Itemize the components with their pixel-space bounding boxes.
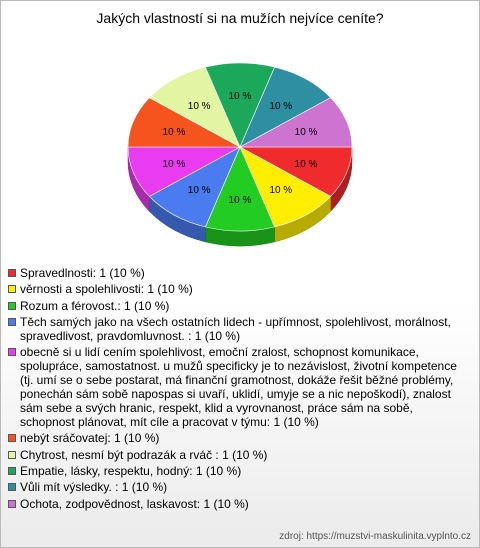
- pie-slice-label-5: 10 %: [162, 159, 186, 171]
- pie-slice-label-1: 10 %: [294, 159, 318, 171]
- legend-label-3: Rozum a férovost.: 1 (10 %): [20, 298, 170, 313]
- legend-label-4: Těch samých jako na všech ostatních lidech - upřímnost, spolehlivost, morálnost, spravedlivost, pravdomluvnost. : 1 (10 %): [20, 314, 451, 343]
- pie-slice-label-10: 10 %: [294, 126, 318, 138]
- legend-item-2: [8, 282, 470, 296]
- legend-label-10: Ochota, zodpovědnost, laskavost: 1 (10 %): [20, 496, 249, 511]
- legend-item-9: [8, 480, 470, 494]
- legend: [8, 266, 470, 513]
- pie-slice-label-8: 10 %: [228, 90, 252, 102]
- legend-label-5: obecně si u lidí cením spolehlivost, emoční zralost, schopnost komunikace, spolupráce, samostatnost. u mužů specificky je to nezávislost, životní kompetence (tj. umí se o sebe postarat, má finanční gramotnost, dokáže řešit běžné problémy, ponechán sám sobě napospas si uvaří, uklidí, umyje se a nic nepoškodí), znalost sám sebe a svých hranic, respekt, klid a vyrovnanost, práce sám na sobě, schopnost plánovat, mít cíle a pracovat v týmu: 1 (10 %): [20, 345, 457, 430]
- pie-slice-label-2: 10 %: [269, 185, 293, 197]
- legend-item-3: [8, 299, 470, 313]
- legend-swatch-2: [8, 285, 16, 293]
- pie-chart: [0, 0, 480, 260]
- legend-label-2: věrnosti a spolehlivosti: 1 (10 %): [20, 282, 193, 297]
- pie-slice-label-7: 10 %: [187, 100, 211, 112]
- legend-item-5: [8, 345, 470, 429]
- legend-item-10: [8, 497, 470, 511]
- legend-swatch-8: [8, 467, 16, 475]
- legend-item-1: [8, 266, 470, 280]
- chart-title: Jakých vlastností si na mužích nejvíce ceníte?: [96, 10, 384, 26]
- legend-swatch-9: [8, 483, 16, 491]
- legend-label-7: Chytrost, nesmí být podrazák a rváč : 1 (10 %): [20, 447, 268, 462]
- pie-slice-label-4: 10 %: [187, 185, 211, 197]
- legend-swatch-4: [8, 318, 16, 326]
- legend-item-4: [8, 315, 470, 343]
- pie-slice-label-9: 10 %: [269, 100, 293, 112]
- legend-swatch-1: [8, 269, 16, 277]
- legend-label-1: Spravedlnosti: 1 (10 %): [20, 266, 145, 280]
- legend-label-6: nebýt sráčovatej: 1 (10 %): [20, 431, 160, 446]
- legend-label-9: Vůli mít výsledky. : 1 (10 %): [20, 480, 168, 495]
- pie-slice-label-6: 10 %: [162, 126, 186, 138]
- legend-item-8: [8, 464, 470, 478]
- legend-swatch-5: [8, 348, 16, 356]
- legend-label-8: Empatie, lásky, respektu, hodný: 1 (10 %): [20, 464, 242, 479]
- legend-swatch-10: [8, 500, 16, 508]
- legend-item-6: [8, 431, 470, 445]
- legend-swatch-6: [8, 434, 16, 442]
- legend-item-7: [8, 448, 470, 462]
- pie-slice-label-3: 10 %: [228, 195, 252, 207]
- legend-swatch-7: [8, 451, 16, 459]
- legend-swatch-3: [8, 302, 16, 310]
- source-note: zdroj: https://muzstvi-maskulinita.vyplnto.cz: [279, 531, 471, 542]
